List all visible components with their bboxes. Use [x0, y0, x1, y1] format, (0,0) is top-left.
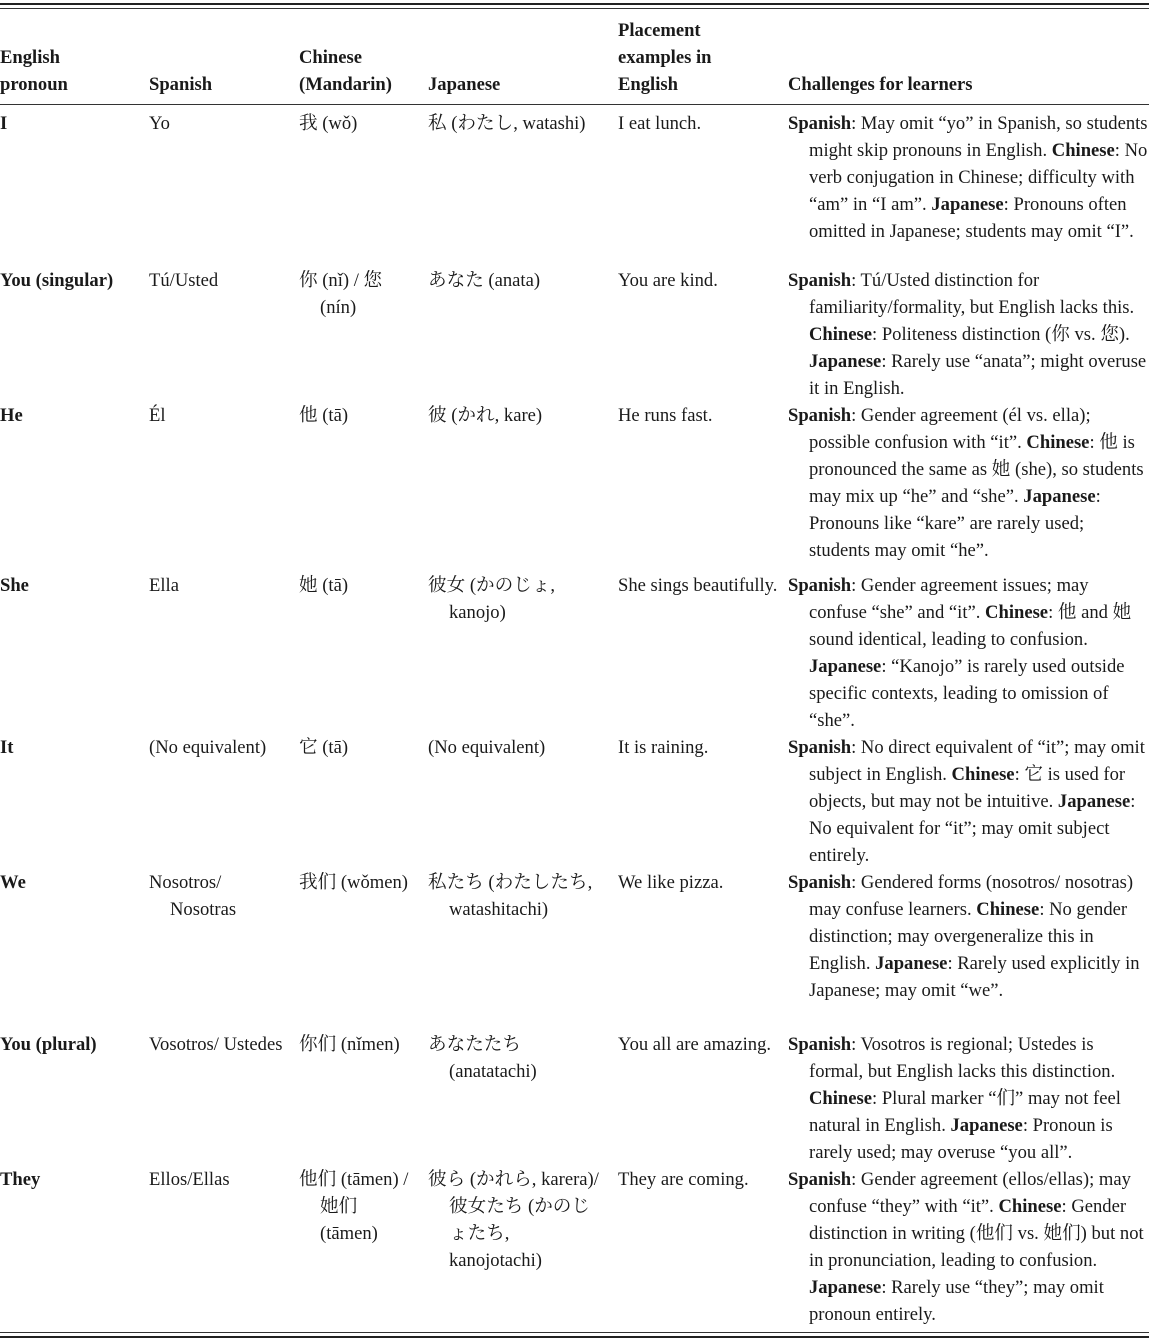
challenge-chinese: : Gender distinction in writing (他们 vs. 她们) but not in pronunciation, leading to confusion. — [809, 1195, 1144, 1271]
japanese-pronoun: 彼 (かれ, kare) — [428, 404, 543, 426]
placement-example: I eat lunch. — [618, 113, 702, 134]
label-chinese: Chinese — [809, 1087, 873, 1109]
english-pronoun: I — [0, 113, 8, 134]
label-chinese: Chinese — [998, 1195, 1062, 1217]
english-pronoun: They — [0, 1168, 41, 1190]
label-japanese: Japanese — [931, 194, 1004, 215]
challenge-japanese: : “Kanojo” is rarely used outside specific contexts, leading to omission of “she”. — [809, 655, 1125, 731]
pronoun-comparison-table — [0, 11, 1149, 1328]
spanish-pronoun: Ellos/Ellas — [149, 1168, 230, 1190]
challenge-spanish: : Gender agreement (ellos/ellas); may confuse “they” with “it”. — [809, 1168, 1131, 1217]
label-spanish: Spanish — [788, 574, 852, 596]
label-japanese: Japanese — [950, 1114, 1023, 1136]
spanish-pronoun: Vosotros/ Ustedes — [149, 1033, 283, 1055]
label-japanese: Japanese — [809, 655, 882, 677]
table-row — [0, 734, 1149, 869]
table-row — [0, 572, 1149, 734]
challenge-japanese: : Pronouns often omitted in Japanese; students may omit “I”. — [809, 194, 1134, 242]
table-row — [0, 402, 1149, 572]
label-japanese: Japanese — [875, 952, 948, 974]
table-row — [0, 869, 1149, 1031]
bottom-rule-inner — [0, 1332, 1149, 1333]
english-pronoun: It — [0, 736, 14, 758]
spanish-pronoun: Ella — [149, 574, 179, 596]
label-japanese: Japanese — [809, 350, 882, 372]
table-row — [0, 267, 1149, 402]
spanish-pronoun: Él — [149, 404, 166, 426]
placement-example: You all are amazing. — [618, 1033, 772, 1055]
english-pronoun: He — [0, 404, 23, 426]
chinese-pronoun: 他 (tā) — [299, 404, 349, 426]
japanese-pronoun: 彼女 (かのじょ, kanojo) — [428, 574, 556, 623]
english-pronoun: You (plural) — [0, 1033, 97, 1055]
label-chinese: Chinese — [976, 898, 1040, 920]
learner-challenges — [788, 572, 1149, 734]
japanese-pronoun: あなた (anata) — [428, 269, 541, 291]
chinese-pronoun: 她 (tā) — [299, 574, 349, 596]
challenge-spanish: : Gender agreement (él vs. ella); possible confusion with “it”. — [809, 404, 1091, 453]
challenge-spanish: : Tú/Usted distinction for familiarity/formality, but English lacks this. — [809, 269, 1135, 318]
learner-challenges — [788, 402, 1149, 564]
chinese-pronoun: 他们 (tāmen) / 她们 (tāmen) — [299, 1168, 409, 1244]
challenge-spanish: : No direct equivalent of “it”; may omit subject in English. — [809, 736, 1145, 785]
challenge-chinese: : No gender distinction; may overgeneralize this in English. — [809, 898, 1128, 974]
challenge-spanish: : Gender agreement issues; may confuse “she” and “it”. — [809, 574, 1089, 623]
challenge-chinese: : 他 and 她 sound identical, leading to confusion. — [809, 601, 1132, 650]
learner-challenges — [788, 869, 1149, 1004]
spanish-pronoun: (No equivalent) — [149, 736, 267, 758]
placement-example: They are coming. — [618, 1168, 749, 1190]
spanish-pronoun: Tú/Usted — [149, 269, 219, 291]
placement-example: She sings beautifully. — [618, 574, 778, 596]
label-japanese: Japanese — [809, 1276, 882, 1298]
label-japanese: Japanese — [1057, 790, 1131, 812]
japanese-pronoun: 彼ら (かれら, karera)/彼女たち (かのじょたち, kanojotachi) — [428, 1168, 599, 1271]
chinese-pronoun: 你 (nǐ) / 您 (nín) — [299, 269, 383, 318]
header-spanish: Spanish — [149, 74, 213, 95]
header-chinese: Chinese (Mandarin) — [299, 47, 392, 95]
table-row — [0, 105, 1149, 267]
header-placement: Placement examples in English — [618, 20, 712, 95]
label-spanish: Spanish — [788, 871, 852, 893]
japanese-pronoun: あなたたち (anatatachi) — [428, 1033, 537, 1082]
japanese-pronoun: (No equivalent) — [428, 736, 546, 758]
challenge-spanish: : May omit “yo” in Spanish, so students might skip pronouns in English. — [809, 113, 1148, 161]
chinese-pronoun: 我 (wǒ) — [299, 113, 358, 134]
header-english: English pronoun — [0, 47, 68, 95]
table-row — [0, 1166, 1149, 1328]
japanese-pronoun: 私 (わたし, watashi) — [428, 113, 586, 134]
challenge-chinese: : 他 is pronounced the same as 她 (she), so students may mix up “he” and “she”. — [809, 431, 1144, 507]
challenge-chinese: : Plural marker “们” may not feel natural in English. — [809, 1087, 1121, 1136]
challenge-chinese: : Politeness distinction (你 vs. 您). — [872, 323, 1130, 345]
label-spanish: Spanish — [788, 269, 852, 291]
japanese-pronoun: 私たち (わたしたち, watashitachi) — [428, 871, 593, 920]
label-chinese: Chinese — [809, 323, 873, 345]
top-rule-inner — [0, 8, 1149, 9]
english-pronoun: You (singular) — [0, 269, 114, 291]
chinese-pronoun: 它 (tā) — [299, 736, 349, 758]
learner-challenges — [788, 1031, 1149, 1166]
challenge-japanese: : Rarely use “they”; may omit pronoun entirely. — [809, 1276, 1104, 1325]
challenge-chinese: : 它 is used for objects, but may not be intuitive. — [809, 763, 1126, 812]
bottom-rule-outer — [0, 1336, 1149, 1338]
challenge-chinese: : No verb conjugation in Chinese; difficulty with “am” in “I am”. — [809, 140, 1148, 215]
challenge-spanish: : Vosotros is regional; Ustedes is formal, but English lacks this distinction. — [809, 1033, 1116, 1082]
label-chinese: Chinese — [1026, 431, 1090, 453]
learner-challenges — [788, 110, 1149, 245]
english-pronoun: We — [0, 871, 26, 893]
label-chinese: Chinese — [1051, 140, 1115, 161]
label-spanish: Spanish — [788, 1033, 852, 1055]
label-spanish: Spanish — [788, 404, 852, 426]
challenge-japanese: : Pronoun is rarely used; may overuse “you all”. — [809, 1114, 1113, 1163]
english-pronoun: She — [0, 574, 29, 596]
label-spanish: Spanish — [788, 736, 852, 758]
spanish-pronoun: Yo — [149, 113, 170, 134]
chinese-pronoun: 你们 (nǐmen) — [299, 1033, 400, 1055]
challenge-japanese: : Pronouns like “kare” are rarely used; students may omit “he”. — [809, 485, 1101, 561]
label-spanish: Spanish — [788, 1168, 852, 1190]
challenge-japanese: : Rarely used explicitly in Japanese; may omit “we”. — [809, 952, 1140, 1001]
header-challenges: Challenges for learners — [788, 74, 973, 95]
placement-example: You are kind. — [618, 269, 718, 291]
learner-challenges — [788, 1166, 1149, 1328]
table-row — [0, 1031, 1149, 1166]
learner-challenges — [788, 267, 1149, 402]
learner-challenges — [788, 734, 1149, 869]
challenge-spanish: : Gendered forms (nosotros/ nosotras) may confuse learners. — [809, 871, 1134, 920]
challenge-japanese: : Rarely use “anata”; might overuse it in English. — [809, 350, 1147, 399]
challenge-japanese: : No equivalent for “it”; may omit subject entirely. — [809, 790, 1136, 866]
spanish-pronoun: Nosotros/ Nosotras — [149, 871, 237, 920]
chinese-pronoun: 我们 (wǒmen) — [299, 871, 408, 893]
label-chinese: Chinese — [985, 601, 1049, 623]
header-japanese: Japanese — [428, 74, 501, 95]
placement-example: We like pizza. — [618, 871, 724, 893]
label-japanese: Japanese — [1023, 485, 1096, 507]
label-chinese: Chinese — [951, 763, 1015, 785]
placement-example: He runs fast. — [618, 404, 713, 426]
label-spanish: Spanish — [788, 113, 852, 134]
top-rule-outer — [0, 3, 1149, 5]
header-row — [0, 11, 1149, 105]
placement-example: It is raining. — [618, 736, 709, 758]
